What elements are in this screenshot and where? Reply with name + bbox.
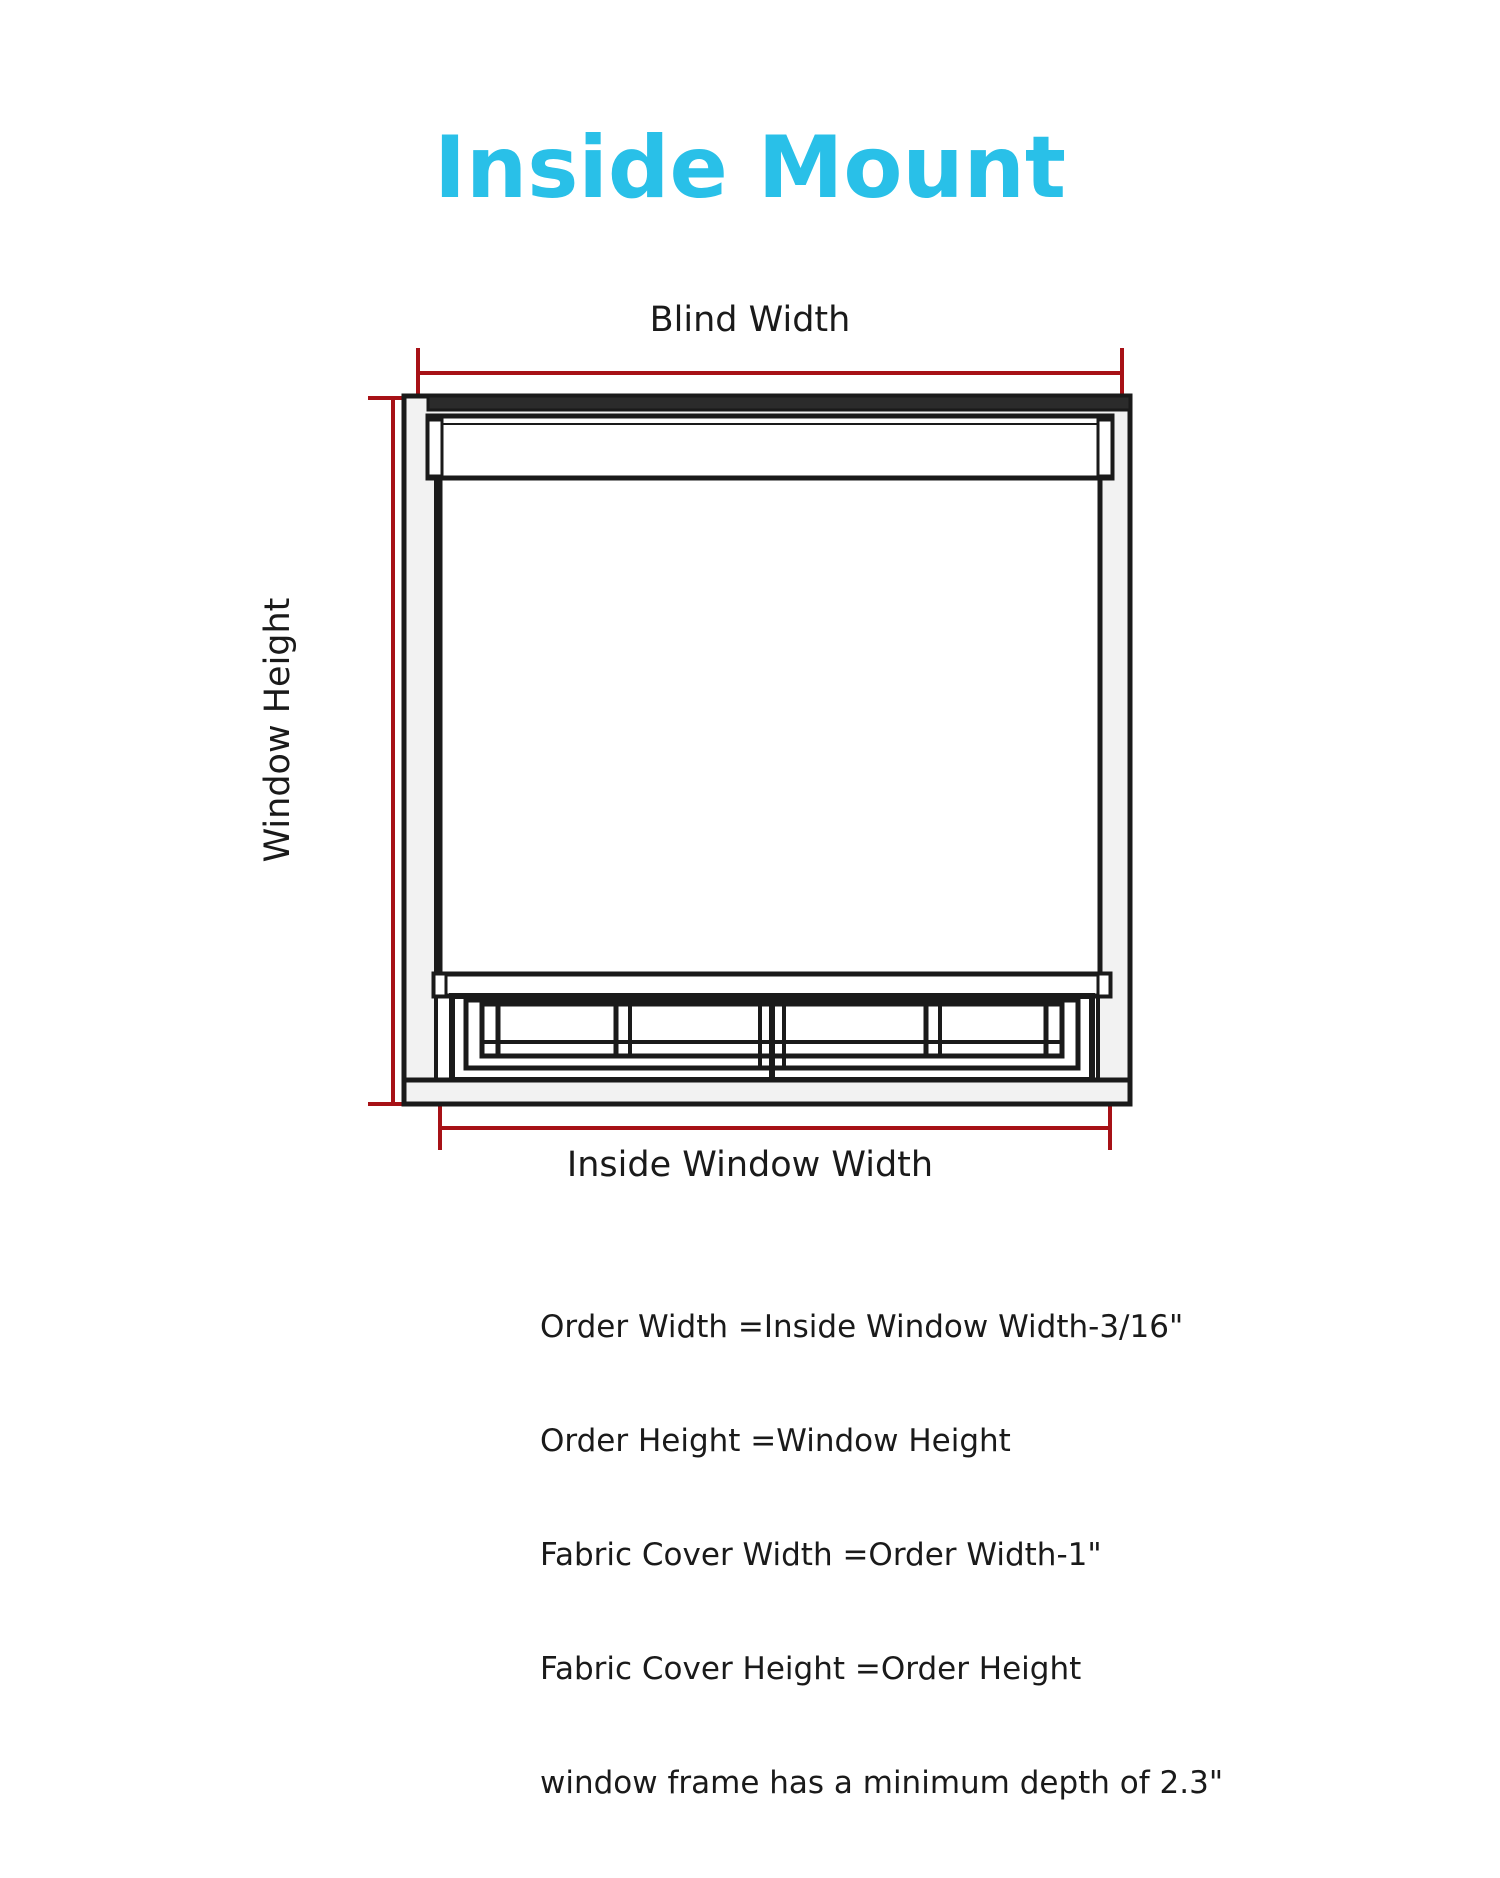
page-title: Inside Mount [434,118,1066,218]
window-sash [452,996,1092,1080]
note-fabric-cover-width: Fabric Cover Width =Order Width-1" [540,1537,1102,1573]
roller-shade-fabric [440,478,1100,974]
note-order-width: Order Width =Inside Window Width-3/16" [540,1309,1184,1345]
measurement-notes [540,1232,1223,1878]
note-order-height: Order Height =Window Height [540,1423,1011,1459]
inside-window-width-dimension [440,1104,1110,1150]
blind-width-dimension [418,348,1122,398]
bottom-rail [434,974,1110,996]
note-fabric-cover-height: Fabric Cover Height =Order Height [540,1651,1082,1687]
note-minimum-depth: window frame has a minimum depth of 2.3" [540,1765,1224,1801]
blind-width-label: Blind Width [649,300,851,340]
inside-window-width-label: Inside Window Width [566,1145,934,1185]
head-rail [428,416,1112,478]
window-sill [404,1080,1130,1104]
window-height-label: Window Height [258,597,298,863]
